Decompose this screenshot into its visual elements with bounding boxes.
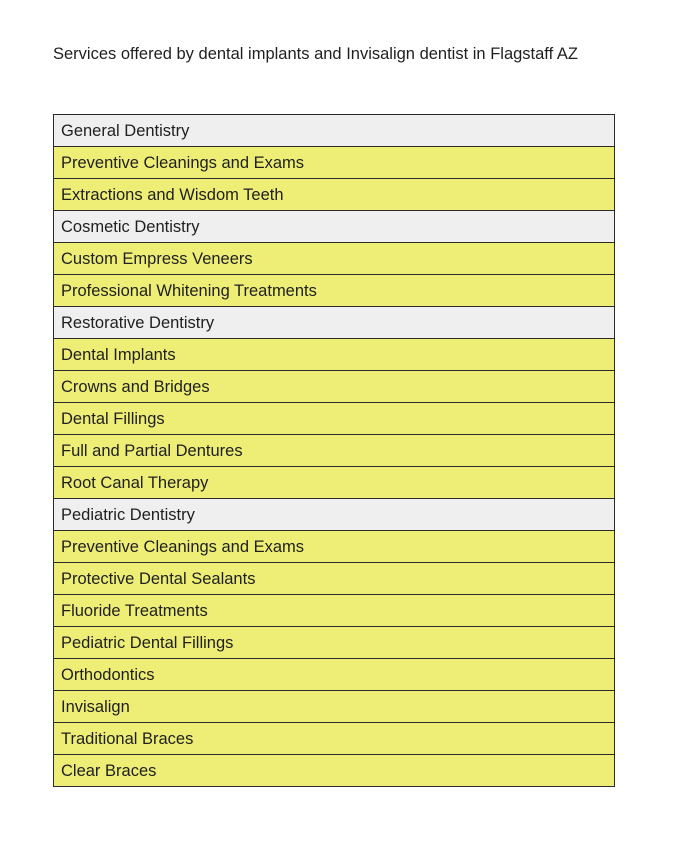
table-row	[54, 339, 615, 371]
table-row	[54, 307, 615, 339]
table-cell: Fluoride Treatments	[54, 595, 615, 627]
table-cell: Professional Whitening Treatments	[54, 275, 615, 307]
table-cell: Crowns and Bridges	[54, 371, 615, 403]
table-row	[54, 659, 615, 691]
table-row	[54, 371, 615, 403]
table-cell: Restorative Dentistry	[54, 307, 615, 339]
table-row	[54, 435, 615, 467]
table-cell: Dental Implants	[54, 339, 615, 371]
table-row	[54, 179, 615, 211]
table-row	[54, 275, 615, 307]
table-cell: Dental Fillings	[54, 403, 615, 435]
table-row	[54, 563, 615, 595]
table-cell: Pediatric Dentistry	[54, 499, 615, 531]
table-cell: Preventive Cleanings and Exams	[54, 147, 615, 179]
table-row	[54, 531, 615, 563]
table-row	[54, 403, 615, 435]
table-row	[54, 499, 615, 531]
table-cell: Preventive Cleanings and Exams	[54, 531, 615, 563]
table-cell: Root Canal Therapy	[54, 467, 615, 499]
table-cell: Custom Empress Veneers	[54, 243, 615, 275]
table-row	[54, 627, 615, 659]
table-cell: Clear Braces	[54, 755, 615, 787]
table-cell: General Dentistry	[54, 115, 615, 147]
table-row	[54, 147, 615, 179]
table-row	[54, 723, 615, 755]
table-row	[54, 595, 615, 627]
table-row	[54, 211, 615, 243]
table-cell: Cosmetic Dentistry	[54, 211, 615, 243]
table-row	[54, 755, 615, 787]
table-row	[54, 691, 615, 723]
table-cell: Protective Dental Sealants	[54, 563, 615, 595]
services-table	[53, 114, 615, 787]
table-cell: Pediatric Dental Fillings	[54, 627, 615, 659]
table-row	[54, 243, 615, 275]
table-row	[54, 467, 615, 499]
table-row	[54, 115, 615, 147]
table-cell: Invisalign	[54, 691, 615, 723]
table-cell: Extractions and Wisdom Teeth	[54, 179, 615, 211]
page-heading: Services offered by dental implants and Invisalign dentist in Flagstaff AZ	[53, 45, 578, 63]
table-cell: Orthodontics	[54, 659, 615, 691]
table-cell: Full and Partial Dentures	[54, 435, 615, 467]
table-cell: Traditional Braces	[54, 723, 615, 755]
